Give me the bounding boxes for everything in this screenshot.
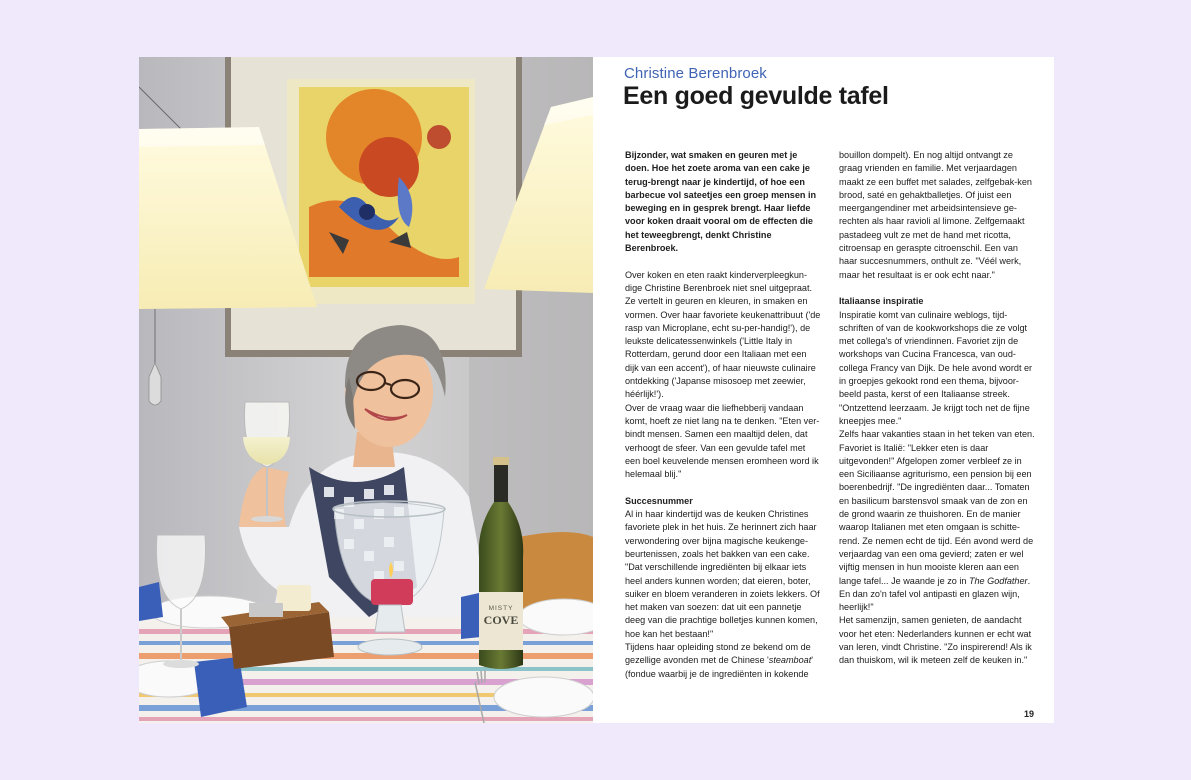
text-column-right: [839, 149, 1036, 668]
article-title: Een goed gevulde tafel: [623, 82, 889, 110]
emphasis-text: steamboat: [768, 655, 812, 666]
body-paragraph: Inspiratie komt van culinaire weblogs, tijd-schriften of van de kookworkshops die ze volgt met collega's of vriendinnen. Favoriet zijn de workshops van Cucina Francesca, van oud-collega Francy van Dijk. De hele avond wordt er in groepjes gekookt rond een thema, bijvoor-beeld pasta, kerst of een Italiaanse streek. "Ontzettend leerzaam. Je krijgt toch net de fijne kneepjes mee.": [839, 309, 1033, 426]
section-heading: Italiaanse inspiratie: [839, 296, 924, 307]
section-heading: Succesnummer: [625, 495, 693, 506]
body-paragraph: Al in haar kindertijd was de keuken Christines favoriete plek in het huis. Ze herinnert zich haar verwondering over bijna magische keukenge-beurtenissen, zoals het bakken van een cake.: [625, 509, 817, 559]
magazine-spread: [139, 57, 1054, 723]
text-span: ' (fondue waarbij je de ingrediënten in kokende: [625, 655, 814, 679]
page-number: 19: [1023, 709, 1034, 719]
body-paragraph: Het samenzijn, samen genieten, de aandacht voor het eten: Nederlanders kunnen er echt wat van leren, vindt Christine. "Zo inspirerend! Als ik dan thuiskom, wil ik meteen zelf de keuken in.": [839, 615, 1032, 666]
body-paragraph: Over koken en eten raakt kinderverpleegkun-dige Christine Berenbroek niet snel uitgepraat. Ze vertelt in geuren en kleuren, in smaken en vormen. Over haar favoriete keukenattribuut ('de rasp van Microplane, echt su-per-handig!'), de leukste delicatessenwinkels ('Little Italy in Rotterdam, gerund door een Italiaan met een dijk van een accent'), of haar nieuwste culinaire ontdekking ('Japanse misosoep met zeewier, héérlijk!').: [625, 269, 821, 400]
emphasis-text: The Godfather: [968, 575, 1028, 586]
body-paragraph: [625, 641, 821, 681]
article-photo: [139, 57, 593, 723]
body-paragraph: Over de vraag waar die liefhebberij vandaan komt, hoeft ze niet lang na te denken. "Eten ver-bindt mensen. Samen een maaltijd delen, dat verhoogt de sfeer. Van een gevulde tafel met een boel keuvelende mensen eromheen word ik helemaal blij.": [625, 402, 820, 480]
bottle-label-main: COVE: [483, 613, 519, 627]
text-page: [593, 57, 1054, 723]
text-column-left: [625, 149, 821, 681]
author-name: Christine Berenbroek: [624, 65, 767, 82]
body-paragraph: [839, 428, 1036, 614]
body-paragraph: "Dat verschillende ingrediënten bij elkaar iets heel anders kunnen worden; dat eieren, boter, suiker en bloem veranderen in zoiets lekkers. Of het maken van soezen: dat uit een pannetje deeg van die prachtige bolletjes kunnen komen, hoe kan het bestaan!": [625, 562, 820, 639]
body-paragraph: bouillon dompelt). En nog altijd ontvangt ze graag vrienden en familie. Met verjaardagen maakt ze een buffet met salades, zelfgebak-ken brood, saté en gehaktballetjes. Of juist een meergangendiner met arbeidsintensieve ge-rechten als haar ravioli al limone. Zelfgemaakt pastadeeg vult ze met de hand met ricotta, citroensap en geraspte citroenschil. Een van haar succesnummers, onthult ze. "Véél werk, maar het resultaat is er ook echt naar.": [839, 150, 1032, 280]
intro-paragraph: Bijzonder, wat smaken en geuren met je doen. Hoe het zoete aroma van een cake je terug-brengt naar je kindertijd, of hoe een barbecue vol sateetjes een groep mensen in beweging en in gesprek brengt. Haar liefde voor koken draait vooral om de effecten die het teweegbrengt, denkt Christine Berenbroek.: [625, 150, 817, 254]
text-span: . En dan zo'n tafel vol antipasti en glazen wijn, heerlijk!": [839, 575, 1031, 613]
text-span: Tijdens haar opleiding stond ze bekend om de gezellige avonden met de Chinese ': [625, 641, 811, 666]
text-span: Zelfs haar vakanties staan in het teken van eten. Favoriet is Italië: "Lekker eten is daar uitgevonden!" Afgelopen zomer verbleef ze in een Siciliaanse agriturismo, een pension bij een boerenbedrijf. "De ingrediënten daar... Tomaten en basilicum barstensvol smaak van de zon en de grond waarin ze thuishoren. En de manier waarop Italianen met eten omgaan is schitte-rend. Ze nemen echt de tijd. Eén avond werd de verjaardag van een oma gevierd; zaten er wel vijftig mensen in hun mooiste kleren aan een lange tafel... Je waande je zo in: [839, 429, 1035, 586]
bottle-label-top: MISTY: [488, 605, 514, 612]
